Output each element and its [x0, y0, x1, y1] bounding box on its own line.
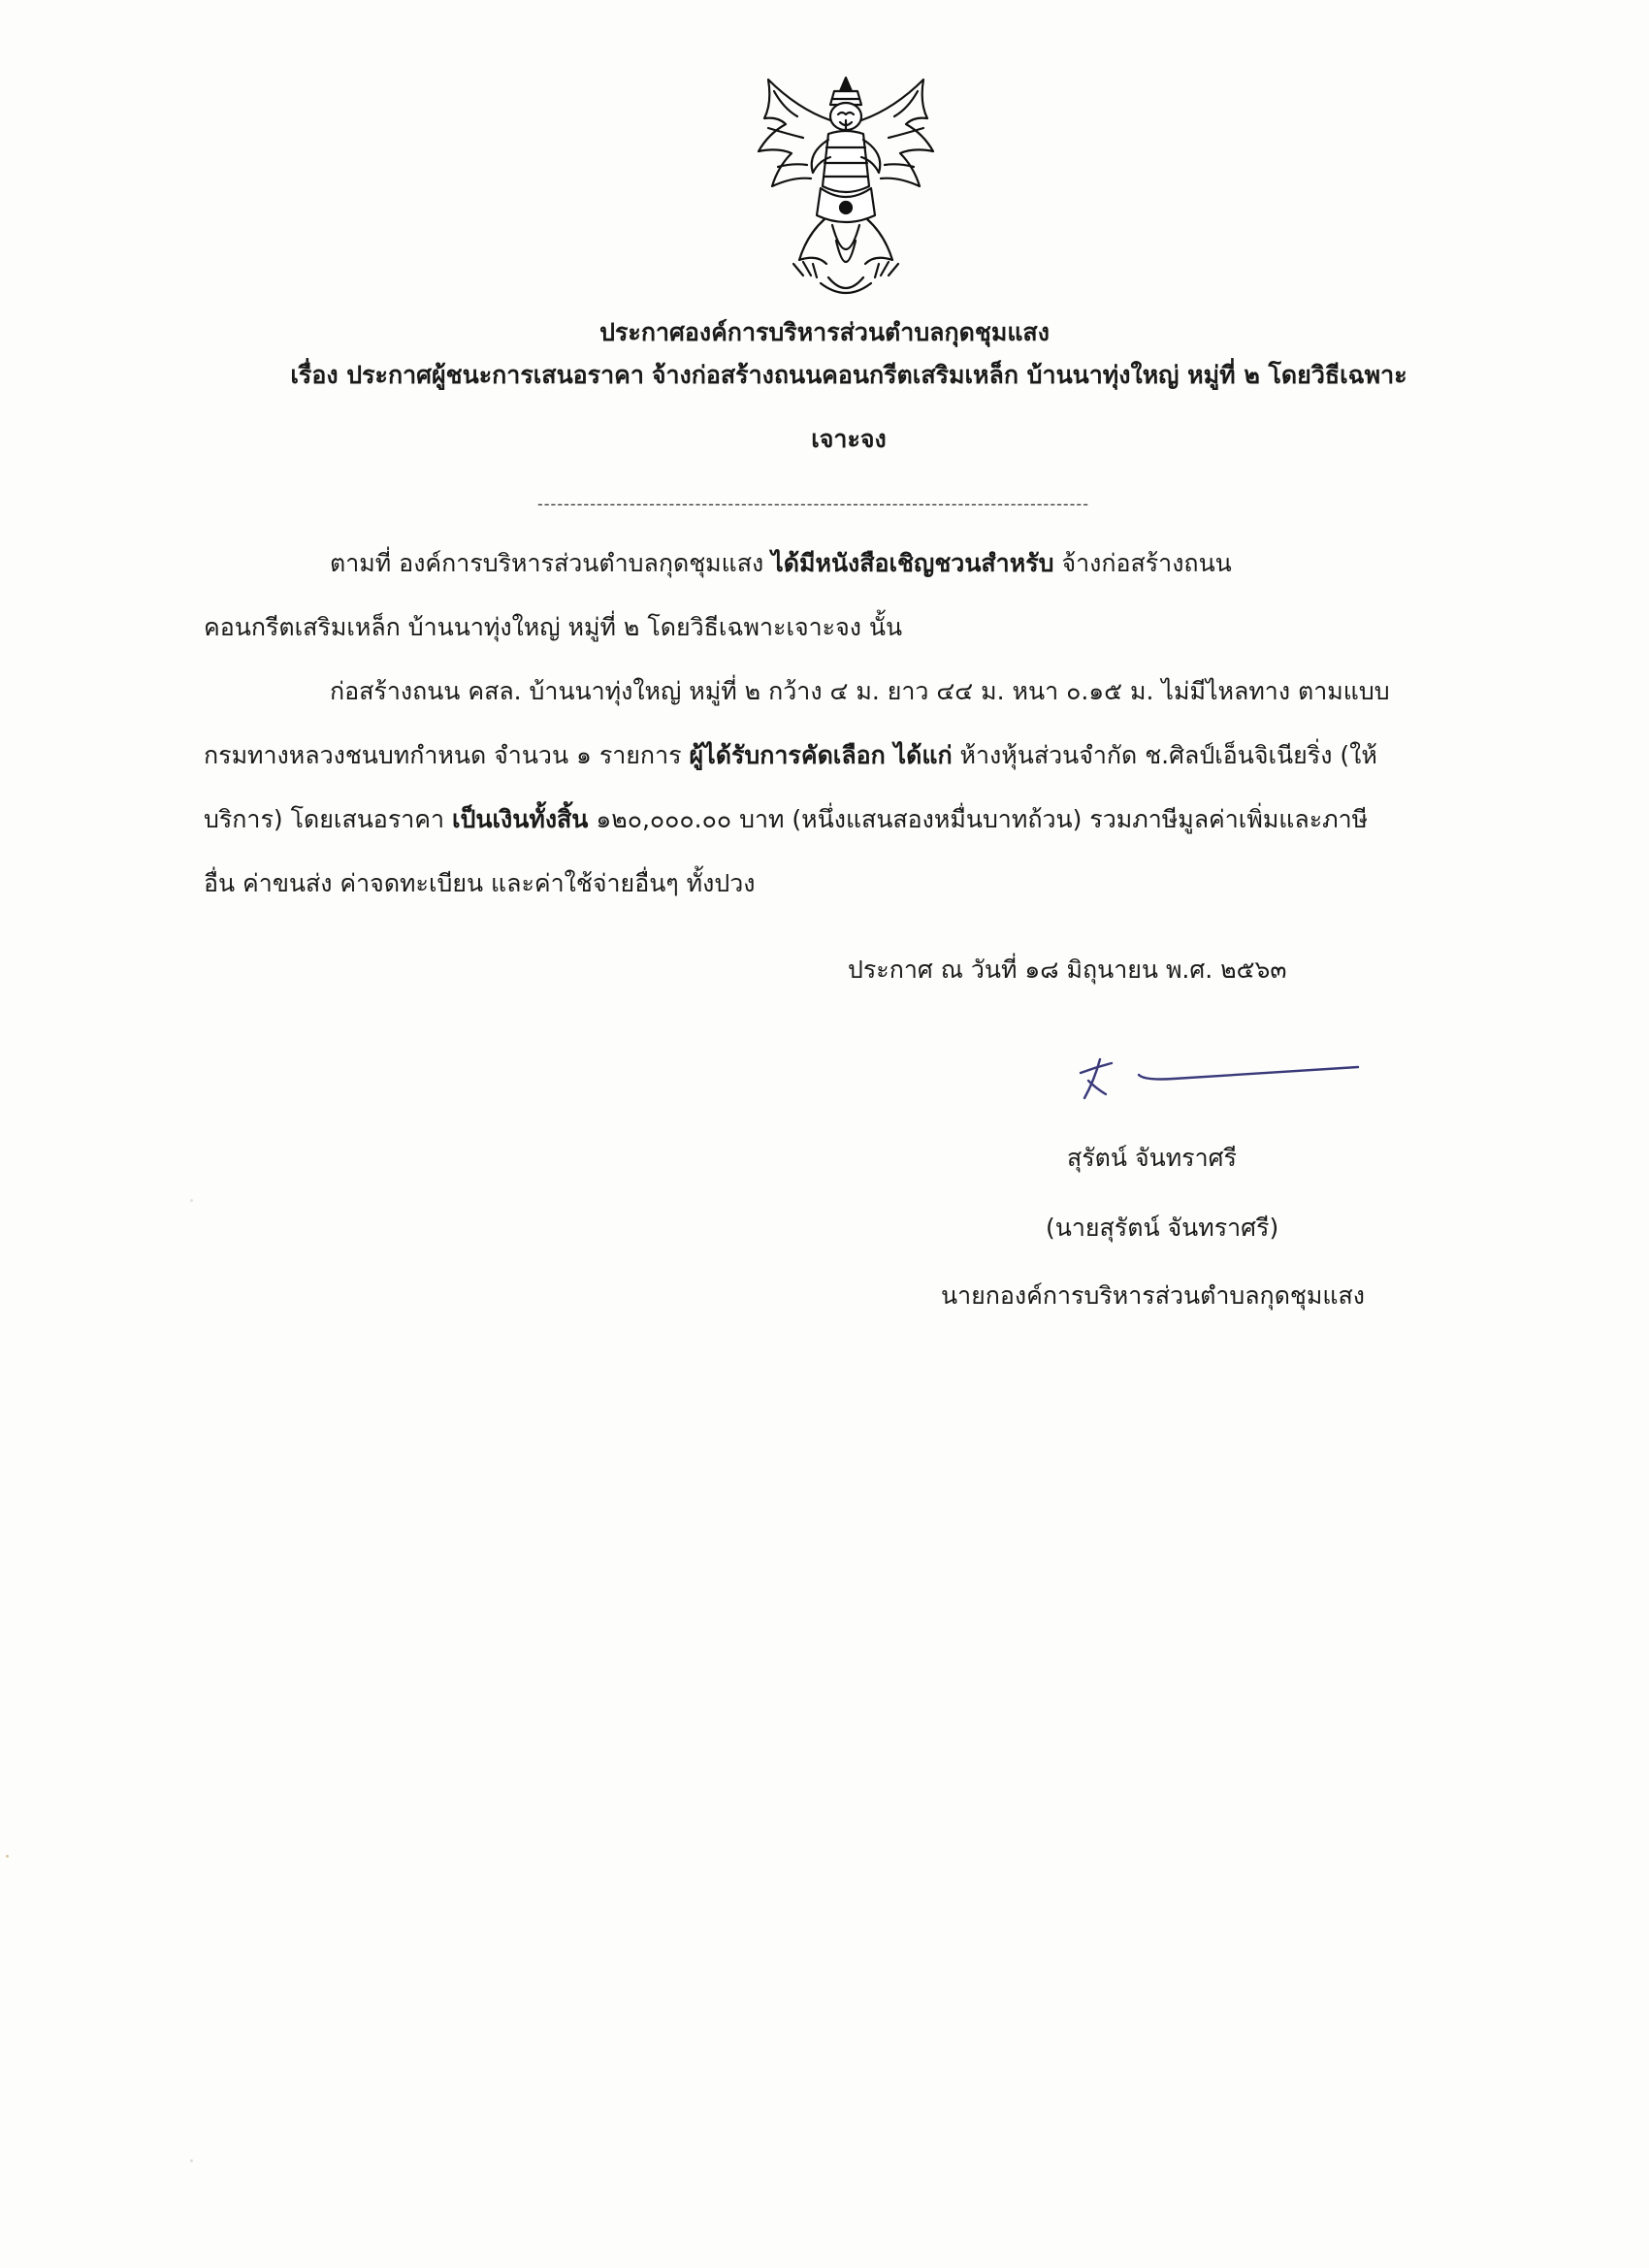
paragraph-2-line-2 — [204, 724, 1504, 788]
organization-title: ประกาศองค์การบริหารส่วนตำบลกุดชุมแสง — [599, 318, 1050, 346]
paragraph-1-line-1 — [204, 532, 1504, 596]
p2-line-2-text-c: ห้างหุ้นส่วนจำกัด ช.ศิลป์เอ็นจิเนียริ่ง (ให้ — [959, 741, 1377, 769]
paragraph-2-line-3 — [204, 788, 1504, 852]
subject-label: เรื่อง ประกาศผู้ชนะการเสนอราคา — [290, 361, 644, 389]
garuda-emblem — [739, 70, 953, 303]
p1-text-c: จ้างก่อสร้างถนน — [1061, 549, 1232, 577]
signatory-full-name: (นายสุรัตน์ จันทราศรี) — [1046, 1214, 1279, 1242]
subject-block — [204, 343, 1494, 471]
paragraph-2-line-4: อื่น ค่าขนส่ง ค่าจดทะเบียน และค่าใช้จ่ายอื่นๆ ทั้งปวง — [204, 869, 756, 897]
p2-line-2-text-a: กรมทางหลวงชนบทกำหนด จำนวน ๑ รายการ — [204, 741, 682, 769]
subject-text: จ้างก่อสร้างถนนคอนกรีตเสริมเหล็ก บ้านนาทุ่งใหญ่ หมู่ที่ ๒ โดยวิธีเฉพาะ — [651, 361, 1407, 389]
paragraph-2-line-1 — [204, 660, 1504, 724]
p2-line-3-text-a: บริการ) โดยเสนอราคา — [204, 805, 445, 833]
p2-line-1-text: ก่อสร้างถนน คสล. บ้านนาทุ่งใหญ่ หมู่ที่ ๒ กว้าง ๔ ม. ยาว ๔๔ ม. หนา ๐.๑๕ ม. ไม่มีไหลทาง ตามแบบ — [330, 677, 1390, 705]
subject-line-2: เจาะจง — [811, 425, 887, 453]
p1-text-b: ได้มีหนังสือเชิญชวนสำหรับ — [771, 549, 1054, 577]
p2-line-3-text-b: เป็นเงินทั้งสิ้น — [452, 805, 589, 833]
announcement-date: ประกาศ ณ วันที่ ๑๘ มิถุนายน พ.ศ. ๒๕๖๓ — [848, 956, 1287, 984]
p2-line-2-text-b: ผู้ได้รับการคัดเลือก ได้แก่ — [689, 741, 953, 769]
scan-speck — [190, 2159, 193, 2162]
signatory-position: นายกองค์การบริหารส่วนตำบลกุดชุมแสง — [941, 1281, 1365, 1310]
scan-speck — [190, 1199, 193, 1202]
p1-text-a: ตามที่ องค์การบริหารส่วนตำบลกุดชุมแสง — [330, 549, 764, 577]
signed-name: สุรัตน์ จันทราศรี — [1067, 1144, 1237, 1172]
subject-line-1 — [204, 343, 1494, 407]
separator-line: ------------------------------------------------------------------------------------ — [537, 495, 1089, 513]
scan-speck — [6, 1855, 9, 1858]
handwritten-signature — [1067, 1055, 1377, 1123]
paragraph-1 — [204, 532, 1504, 660]
paragraph-2 — [204, 660, 1504, 916]
p2-line-3-text-c: ๑๒๐,๐๐๐.๐๐ บาท (หนึ่งแสนสองหมื่นบาทถ้วน) รวมภาษีมูลค่าเพิ่มและภาษี — [596, 805, 1369, 833]
paragraph-1-line-2: คอนกรีตเสริมเหล็ก บ้านนาทุ่งใหญ่ หมู่ที่ ๒ โดยวิธีเฉพาะเจาะจง นั้น — [204, 613, 903, 641]
